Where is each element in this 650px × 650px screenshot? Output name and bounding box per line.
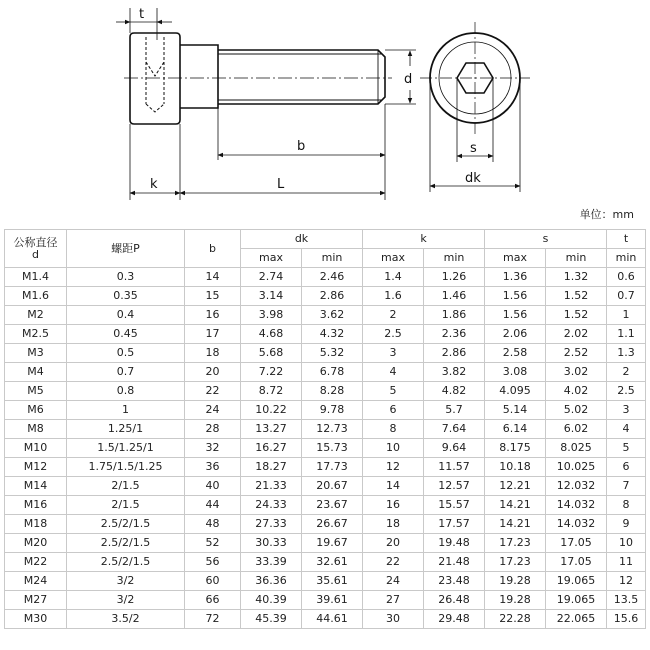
cell-s-max: 6.14 [485,420,546,439]
cell-s-max: 12.21 [485,477,546,496]
label-d: d [404,72,413,87]
thread-root-lines [218,50,382,104]
header-t: t [607,230,646,249]
cell-k-max: 2 [363,306,424,325]
cell-d: M8 [5,420,67,439]
header-b: b [185,230,241,268]
cell-dk-min: 2.46 [302,268,363,287]
cell-s-min: 14.032 [546,515,607,534]
cell-k-min: 3.82 [424,363,485,382]
cell-k-min: 2.36 [424,325,485,344]
cell-dk-max: 40.39 [241,591,302,610]
cell-d: M6 [5,401,67,420]
cell-k-min: 29.48 [424,610,485,629]
header-dk-max: max [241,249,302,268]
cell-s-max: 2.58 [485,344,546,363]
cell-k-min: 21.48 [424,553,485,572]
cell-dk-max: 24.33 [241,496,302,515]
cell-t-min: 5 [607,439,646,458]
header-t-min: min [607,249,646,268]
table-row [5,268,646,287]
cell-s-min: 22.065 [546,610,607,629]
cell-dk-max: 5.68 [241,344,302,363]
cell-t-min: 8 [607,496,646,515]
cell-pitch: 0.5 [67,344,185,363]
cell-b: 24 [185,401,241,420]
cell-s-max: 2.06 [485,325,546,344]
cell-s-max: 17.23 [485,534,546,553]
cell-b: 52 [185,534,241,553]
cell-t-min: 3 [607,401,646,420]
cell-s-min: 17.05 [546,553,607,572]
cell-b: 16 [185,306,241,325]
cell-dk-min: 3.62 [302,306,363,325]
cell-pitch: 0.3 [67,268,185,287]
cell-pitch: 3/2 [67,591,185,610]
cell-pitch: 2.5/2/1.5 [67,553,185,572]
cell-pitch: 1 [67,401,185,420]
cell-d: M10 [5,439,67,458]
cell-k-max: 6 [363,401,424,420]
cell-b: 28 [185,420,241,439]
cell-k-min: 19.48 [424,534,485,553]
cell-dk-min: 15.73 [302,439,363,458]
cell-k-max: 4 [363,363,424,382]
cell-b: 20 [185,363,241,382]
cell-dk-max: 3.14 [241,287,302,306]
cell-d: M2.5 [5,325,67,344]
label-s: s [470,141,477,156]
table-row [5,591,646,610]
cell-d: M1.6 [5,287,67,306]
cell-k-max: 20 [363,534,424,553]
cell-s-min: 3.02 [546,363,607,382]
cell-k-min: 1.46 [424,287,485,306]
cell-d: M22 [5,553,67,572]
cell-s-min: 12.032 [546,477,607,496]
table-row [5,287,646,306]
cell-d: M27 [5,591,67,610]
cell-pitch: 2/1.5 [67,477,185,496]
screw-technical-drawing [0,0,650,205]
cell-s-max: 1.36 [485,268,546,287]
cell-t-min: 0.6 [607,268,646,287]
cell-dk-max: 21.33 [241,477,302,496]
cell-dk-min: 9.78 [302,401,363,420]
header-d-label: d [32,247,39,261]
cell-t-min: 1.3 [607,344,646,363]
table-row [5,458,646,477]
cell-s-min: 14.032 [546,496,607,515]
cell-k-max: 22 [363,553,424,572]
cell-t-min: 12 [607,572,646,591]
cell-dk-max: 8.72 [241,382,302,401]
cell-k-max: 27 [363,591,424,610]
cell-dk-min: 20.67 [302,477,363,496]
cell-t-min: 2 [607,363,646,382]
header-nominal-diameter [5,230,67,268]
table-row [5,534,646,553]
cell-k-max: 10 [363,439,424,458]
cell-k-max: 14 [363,477,424,496]
header-s-max: max [485,249,546,268]
cell-k-min: 23.48 [424,572,485,591]
cell-s-min: 5.02 [546,401,607,420]
cell-k-min: 7.64 [424,420,485,439]
cell-t-min: 9 [607,515,646,534]
cell-dk-max: 27.33 [241,515,302,534]
cell-t-min: 15.6 [607,610,646,629]
cell-dk-min: 12.73 [302,420,363,439]
cell-d: M1.4 [5,268,67,287]
cell-dk-min: 26.67 [302,515,363,534]
cell-dk-max: 16.27 [241,439,302,458]
cell-k-max: 5 [363,382,424,401]
table-row [5,477,646,496]
cell-s-min: 1.52 [546,306,607,325]
specification-table [4,229,646,629]
label-k: k [150,177,158,192]
cell-pitch: 0.4 [67,306,185,325]
cell-k-max: 1.4 [363,268,424,287]
cell-dk-min: 8.28 [302,382,363,401]
cell-dk-max: 10.22 [241,401,302,420]
cell-b: 72 [185,610,241,629]
label-b: b [297,139,306,154]
cell-d: M12 [5,458,67,477]
cell-dk-max: 18.27 [241,458,302,477]
header-s: s [485,230,607,249]
label-L: L [277,177,285,192]
label-t: t [139,7,145,22]
cell-b: 14 [185,268,241,287]
header-pitch: 螺距P [67,230,185,268]
cell-t-min: 1.1 [607,325,646,344]
header-k-max: max [363,249,424,268]
cell-pitch: 0.8 [67,382,185,401]
cell-dk-min: 35.61 [302,572,363,591]
cell-t-min: 6 [607,458,646,477]
table-row [5,363,646,382]
cell-dk-max: 2.74 [241,268,302,287]
cell-k-min: 12.57 [424,477,485,496]
cell-b: 32 [185,439,241,458]
cell-b: 17 [185,325,241,344]
cell-s-max: 3.08 [485,363,546,382]
cell-s-min: 1.52 [546,287,607,306]
table-row [5,420,646,439]
table-row [5,439,646,458]
cell-pitch: 2.5/2/1.5 [67,515,185,534]
cell-dk-min: 19.67 [302,534,363,553]
table-row [5,610,646,629]
cell-pitch: 2.5/2/1.5 [67,534,185,553]
cell-pitch: 2/1.5 [67,496,185,515]
header-s-min: min [546,249,607,268]
cell-k-min: 1.86 [424,306,485,325]
header-dk: dk [241,230,363,249]
cell-s-max: 14.21 [485,496,546,515]
table-row [5,306,646,325]
cell-s-min: 8.025 [546,439,607,458]
cell-pitch: 1.75/1.5/1.25 [67,458,185,477]
cell-k-min: 26.48 [424,591,485,610]
cell-b: 60 [185,572,241,591]
cell-dk-max: 7.22 [241,363,302,382]
screw-head-top-view [420,22,530,134]
cell-t-min: 7 [607,477,646,496]
cell-dk-max: 45.39 [241,610,302,629]
cell-s-max: 10.18 [485,458,546,477]
table-header [5,230,646,268]
cell-b: 56 [185,553,241,572]
cell-s-min: 1.32 [546,268,607,287]
cell-s-min: 2.52 [546,344,607,363]
cell-t-min: 13.5 [607,591,646,610]
cell-s-max: 4.095 [485,382,546,401]
table-row [5,496,646,515]
cell-pitch: 1.5/1.25/1 [67,439,185,458]
cell-t-min: 1 [607,306,646,325]
unit-label: 单位：mm [579,208,634,221]
cell-d: M30 [5,610,67,629]
cell-pitch: 0.45 [67,325,185,344]
cell-b: 22 [185,382,241,401]
cell-b: 18 [185,344,241,363]
socket-hidden-lines [146,37,164,112]
cell-dk-max: 4.68 [241,325,302,344]
cell-dk-min: 2.86 [302,287,363,306]
cell-dk-min: 44.61 [302,610,363,629]
cell-s-min: 17.05 [546,534,607,553]
cell-s-max: 17.23 [485,553,546,572]
cell-d: M14 [5,477,67,496]
header-dk-min: min [302,249,363,268]
cell-s-min: 19.065 [546,572,607,591]
cell-k-max: 1.6 [363,287,424,306]
cell-s-min: 10.025 [546,458,607,477]
cell-t-min: 2.5 [607,382,646,401]
cell-k-min: 5.7 [424,401,485,420]
cell-k-min: 17.57 [424,515,485,534]
cell-k-max: 24 [363,572,424,591]
cell-s-max: 1.56 [485,306,546,325]
cell-pitch: 3.5/2 [67,610,185,629]
header-nominal-diameter-label: 公称直径 [13,235,58,249]
dimension-k-L [130,124,385,200]
cell-dk-max: 3.98 [241,306,302,325]
cell-d: M2 [5,306,67,325]
cell-t-min: 4 [607,420,646,439]
cell-s-min: 2.02 [546,325,607,344]
cell-k-min: 4.82 [424,382,485,401]
cell-dk-min: 39.61 [302,591,363,610]
cell-dk-min: 32.61 [302,553,363,572]
table-row [5,344,646,363]
cell-k-max: 16 [363,496,424,515]
table-row [5,382,646,401]
cell-k-max: 3 [363,344,424,363]
cell-k-min: 15.57 [424,496,485,515]
cell-d: M4 [5,363,67,382]
cell-k-min: 9.64 [424,439,485,458]
cell-k-min: 11.57 [424,458,485,477]
label-dk: dk [465,171,481,186]
cell-d: M18 [5,515,67,534]
cell-dk-min: 23.67 [302,496,363,515]
cell-s-max: 14.21 [485,515,546,534]
cell-k-min: 2.86 [424,344,485,363]
cell-s-min: 6.02 [546,420,607,439]
cell-d: M24 [5,572,67,591]
table-row [5,553,646,572]
cell-d: M16 [5,496,67,515]
cell-dk-min: 17.73 [302,458,363,477]
screw-head-side-view [130,33,180,124]
table-row [5,401,646,420]
table-row [5,515,646,534]
cell-dk-min: 5.32 [302,344,363,363]
table-body [5,268,646,629]
cell-k-min: 1.26 [424,268,485,287]
cell-d: M5 [5,382,67,401]
cell-t-min: 0.7 [607,287,646,306]
cell-dk-min: 4.32 [302,325,363,344]
cell-pitch: 0.35 [67,287,185,306]
cell-s-max: 22.28 [485,610,546,629]
cell-k-max: 18 [363,515,424,534]
cell-t-min: 10 [607,534,646,553]
cell-d: M20 [5,534,67,553]
cell-dk-max: 36.36 [241,572,302,591]
cell-s-max: 8.175 [485,439,546,458]
cell-dk-min: 6.78 [302,363,363,382]
cell-b: 15 [185,287,241,306]
cell-s-min: 4.02 [546,382,607,401]
cell-dk-max: 30.33 [241,534,302,553]
header-k: k [363,230,485,249]
cell-t-min: 11 [607,553,646,572]
cell-pitch: 0.7 [67,363,185,382]
cell-k-max: 12 [363,458,424,477]
cell-b: 44 [185,496,241,515]
cell-b: 48 [185,515,241,534]
table-row [5,572,646,591]
cell-s-max: 5.14 [485,401,546,420]
cell-b: 36 [185,458,241,477]
cell-d: M3 [5,344,67,363]
cell-dk-max: 13.27 [241,420,302,439]
cell-k-max: 2.5 [363,325,424,344]
cell-b: 40 [185,477,241,496]
cell-s-max: 19.28 [485,572,546,591]
header-k-min: min [424,249,485,268]
cell-k-max: 8 [363,420,424,439]
cell-k-max: 30 [363,610,424,629]
cell-b: 66 [185,591,241,610]
cell-s-max: 1.56 [485,287,546,306]
cell-dk-max: 33.39 [241,553,302,572]
cell-pitch: 3/2 [67,572,185,591]
cell-pitch: 1.25/1 [67,420,185,439]
table-row [5,325,646,344]
cell-s-max: 19.28 [485,591,546,610]
cell-s-min: 19.065 [546,591,607,610]
